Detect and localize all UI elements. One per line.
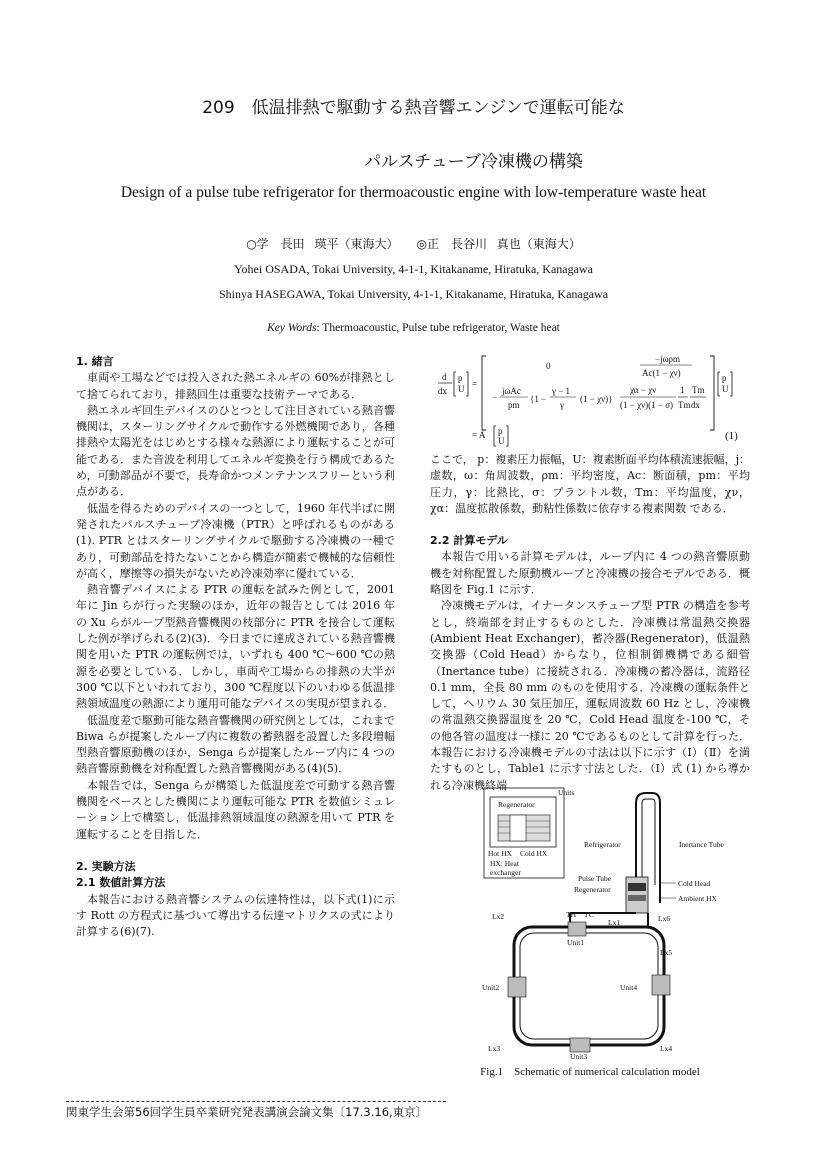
svg-text:(1 − χν)(1 − σ): (1 − χν)(1 − σ)	[620, 400, 674, 410]
paragraph: ここで， p：複素圧力振幅，U：複素断面平均体積流速振幅，j：虚数，ω：角周波数，ρm：平均密度，Ac：断面積，pm：平均圧力，γ：比熱比，σ：プラントル数，Tm：平均温度，χν，χα：温度拡散係数，動粘性係数に依存する複素関数 である．	[430, 453, 750, 515]
footer-proceedings: 関東学生会第56回学生員卒業研究発表講演会論文集〔17.3.16,東京〕	[66, 1101, 446, 1120]
svg-text:0: 0	[546, 361, 551, 371]
svg-text:γ: γ	[560, 400, 564, 410]
svg-text:= A: = A	[472, 430, 486, 440]
fig-label-lx1: Lx1	[608, 918, 621, 927]
svg-text:dx: dx	[438, 386, 447, 396]
fig-label-unit1: Unit1	[567, 938, 585, 947]
paragraph: 熱エネルギ回生デバイスのひとつとして注目されている熱音響機関は，スターリングサイクルで動作する外燃機関であり，各種排熱や太陽光をはじめとする様々な熱源により運転することが可能である．また音波を利用してエネルギ変換を行う構成であるため，可動部品が不要で，長寿命かつメンテナンスフリーという利点がある．	[76, 403, 395, 499]
section-1-heading: 1. 緒言	[76, 355, 114, 368]
fig-label-lx5: Lx5	[660, 948, 673, 957]
svg-text:{1 −: {1 −	[530, 394, 547, 404]
svg-text:p: p	[722, 373, 727, 383]
fig-label-cold-hx: Cold HX	[520, 849, 548, 858]
paragraph: 本報告における熱音響システムの伝達特性は，以下式(1)に示す Rott の方程式に基づいて導出する伝達マトリクスの式により計算する(6)(7).	[76, 892, 395, 939]
fig-label-refrigerator: Refrigerator	[584, 840, 621, 849]
fig-label-inertance: Inertance Tube	[679, 840, 724, 849]
paragraph: 低温度差で駆動可能な熱音響機関の研究例としては，これまで Biwa らが提案したループ内に複数の蓄熱器を設置した多段増幅型熱音響原動機のほか，Senga らが提案したループ内に 4 つの熱音響原動機を対称配置した熱音響機関がある(4)(5)．	[76, 713, 395, 776]
affiliation-2: Shinya HASEGAWA, Tokai University, 4-1-1, Kitakaname, Hiratuka, Kanagawa	[218, 287, 609, 301]
fig-label-hx-note-1: HX: Heat	[490, 859, 519, 868]
fig-label-lx4: Lx4	[660, 1044, 673, 1053]
svg-text:χα − χν: χα − χν	[630, 385, 657, 395]
section-2-1-heading: 2.1 数値計算方法	[76, 876, 166, 890]
svg-text:p: p	[458, 373, 463, 383]
section-2-heading: 2. 実験方法	[76, 859, 136, 873]
fig-label-unit3: Unit3	[570, 1052, 588, 1061]
svg-text:pm: pm	[508, 400, 520, 410]
svg-text:−: −	[492, 392, 498, 402]
svg-text:γ − 1: γ − 1	[552, 386, 571, 396]
svg-text:U: U	[458, 384, 465, 394]
svg-text:=: =	[472, 379, 478, 389]
paragraph: 車両や工場などでは投入された熱エネルギの 60%が排熱として捨てられており，排熱回生は重要な技術テーマである．	[76, 371, 395, 401]
keywords-text: : Thermoacoustic, Pulse tube refrigerator, Waste heat	[316, 322, 560, 334]
fig-label-lx3: Lx3	[488, 1044, 501, 1053]
fig-label-th: TH	[566, 910, 576, 919]
fig-label-unit2: Unit2	[482, 983, 500, 992]
title-line2: パルスチューブ冷凍機の構築	[364, 152, 583, 172]
fig-label-lx2: Lx2	[492, 912, 505, 921]
fig-label-tc: TC	[584, 910, 594, 919]
fig-label-cold-head: Cold Head	[678, 879, 711, 888]
figure-1-caption: Fig.1 Schematic of numerical calculation model	[480, 1066, 700, 1078]
paragraph: 本報告では，Senga らが構築した低温度差で可動する熱音響機関をベースとした機関により運転可能な PTR を数値シミュレーション上で構築し，低温排熱領域温度の熱源を用いて PTR を運転することを目指した．	[76, 778, 395, 841]
fig-label-lx6: Lx6	[658, 914, 671, 923]
section-2-2-heading: 2.2 計算モデル	[430, 534, 508, 548]
fig-label-hx-note-2: exchanger	[490, 868, 521, 877]
svg-text:d: d	[442, 372, 447, 382]
authors-japanese: ○学 長田 瑛平（東海大） ◎正 長谷川 真也（東海大）	[246, 237, 581, 251]
svg-text:Tm: Tm	[692, 385, 705, 395]
svg-text:U: U	[498, 436, 505, 446]
equation-1	[430, 352, 750, 448]
keywords	[0, 322, 827, 334]
svg-text:−jωρm: −jωρm	[655, 354, 680, 364]
svg-text:Tm: Tm	[678, 400, 691, 410]
english-title: Design of a pulse tube refrigerator for thermoacoustic engine with low-temperature waste heat	[120, 184, 707, 201]
fig-label-hot-hx: Hot HX	[488, 849, 512, 858]
fig-label-regenerator-2: Regenerator	[574, 885, 611, 894]
title-line1: 209 低温排熱で駆動する熱音響エンジンで運転可能な	[202, 98, 625, 118]
svg-text:U: U	[722, 384, 729, 394]
svg-text:p: p	[498, 426, 503, 436]
fig-label-regenerator: Regenerator	[498, 800, 535, 809]
svg-text:dx: dx	[691, 400, 700, 410]
paragraph: 熱音響デバイスによる PTR の運転を試みた例として，2001 年に Jin らが行った実験のほか，近年の報告としては 2016 年の Xu らがループ型熱音響機関の枝部分に PTR を接合して運転した例が挙げられる(2)(3)．今日までに達成されている熱音響機関を用いた PTR の運転例では，いずれも 400 ℃～600 ℃の熱源を必要としている．しかし，車両や工場からの排熱の大半が 300 ℃以下といわれており，300 ℃程度以下のいわゆる低温排熱領域温度の熱源により運用可能なデバイスの実現が望まれる．	[76, 583, 395, 711]
svg-text:Ac(1 − χν): Ac(1 − χν)	[642, 368, 681, 378]
left-column	[76, 354, 395, 940]
svg-text:(1 − χν)}: (1 − χν)}	[580, 394, 613, 404]
figure-1-schematic	[474, 785, 744, 1061]
paragraph: 低温を得るためのデバイスの一つとして，1960 年代半ばに開発されたパルスチューブ冷凍機（PTR）と呼ばれるものがある(1). PTR とはスターリングサイクルで駆動する冷凍機の一種であり，可動部品を持たないことから構造が簡素で機械的な信頼性が高く，摩擦等の損失がないため冷凍効率に優れている．	[76, 501, 395, 580]
fig-label-units: Units	[558, 788, 575, 797]
paragraph: 本報告で用いる計算モデルは，ループ内に 4 つの熱音響原動機を対称配置した原動機ループと冷凍機の接合モデルである．概略図を Fig.1 に示す．	[430, 550, 750, 597]
affiliation-1: Yohei OSADA, Tokai University, 4-1-1, Kitakaname, Hiratuka, Kanagawa	[234, 262, 593, 276]
fig-label-pulse-tube: Pulse Tube	[578, 874, 612, 883]
paragraph: 冷凍機モデルは，イナータンスチューブ型 PTR の構造を参考とし，終端部を封止するものとした．冷凍機は常温熱交換器(Ambient Heat Exchanger)，蓄冷器(Regenerator)，低温熱交換器（Cold Head）からなり，位相制御機構である細管（Inertance tube）に接続される．冷凍機の蓄冷器は，流路径 0.1 mm，全長 80 mm のものを使用する．冷凍機の運転条件として，ヘリウム 30 気圧加圧，運転周波数 60 Hz とし，冷凍機の常温熱交換器温度を 20 ℃，Cold Head 温度を-100 ℃，その他各管の温度は一様に 20 ℃であるものとして計算を行った．本報告における冷凍機モデルの寸法は以下に示す（Ⅰ）（Ⅱ）を満たすものとし，Table1 に示す寸法とした．（Ⅰ）式 (1) から導かれる冷凍機終端	[430, 599, 750, 792]
svg-text:1: 1	[680, 385, 685, 395]
fig-label-unit4: Unit4	[620, 983, 638, 992]
svg-text:jωAc: jωAc	[502, 386, 521, 396]
keywords-label: Key Words	[267, 322, 317, 334]
right-column	[430, 452, 750, 794]
fig-label-ambient-hx: Ambient HX	[678, 894, 717, 903]
equation-number: (1)	[725, 430, 738, 442]
